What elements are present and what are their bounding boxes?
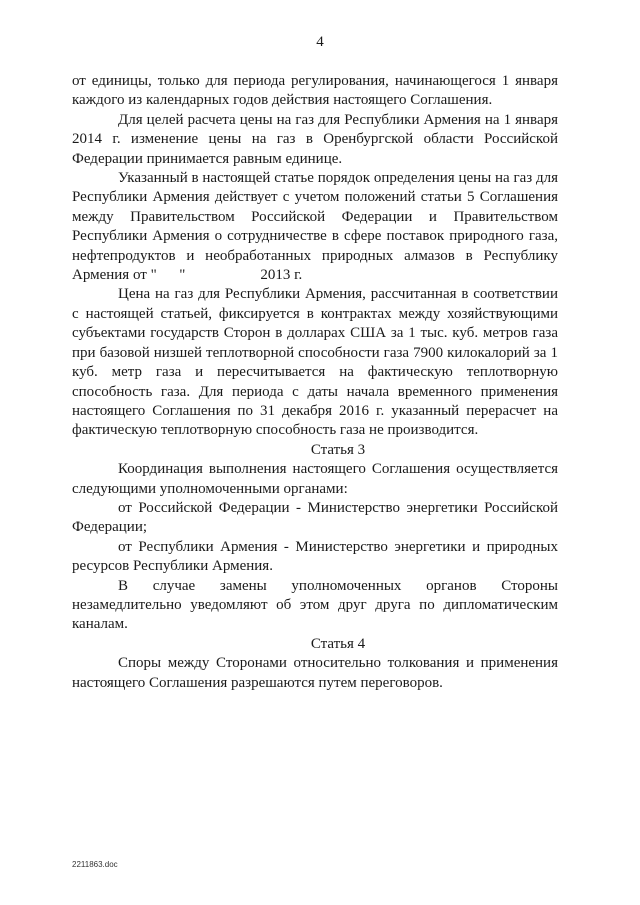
article-3-heading: Статья 3 xyxy=(310,441,366,458)
article-3-replacement: В случае замены уполномоченных органов Стороны незамедлительно уведомляют об этом друг друга по дипломатическим каналам. xyxy=(72,577,558,633)
paragraph-price-calculation: Для целей расчета цены на газ для Республики Армения на 1 января 2014 г. изменение цены на газ в Оренбургской области Российской Федерации принимается равным единице. xyxy=(72,111,558,167)
article-4-disputes: Споры между Сторонами относительно толкования и применения настоящего Соглашения разрешаются путем переговоров. xyxy=(72,655,558,691)
article-3-coordination: Координация выполнения настоящего Соглашения осуществляется следующими уполномоченными органами: xyxy=(72,461,558,497)
article-3-armenia-authority: от Республики Армения - Министерство энергетики и природных ресурсов Республики Армения. xyxy=(72,538,558,575)
article-3-russia-authority: от Российской Федерации - Министерство энергетики Российской Федерации; xyxy=(72,499,558,536)
document-filename: 2211863.doc xyxy=(72,860,118,869)
paragraph-procedure: Указанный в настоящей статье порядок определения цены на газ для Республики Армения действует с учетом положений статьи 5 Соглашения между Правительством Российской Федерации и Правительством Республики Армения о сотрудничестве в сфере поставок природного газа, нефтепродуктов и необработанных природных алмазов в Республику Армения от " " 2013 г. xyxy=(72,170,562,284)
article-4-heading: Статья 4 xyxy=(310,635,366,652)
paragraph-continuation: от единицы, только для периода регулирования, начинающегося 1 января каждого из календарных годов действия настоящего Соглашения. xyxy=(72,73,558,109)
document-body xyxy=(72,72,562,693)
paragraph-price-fixing: Цена на газ для Республики Армения, рассчитанная в соответствии с настоящей статьей, фиксируется в контрактах между хозяйствующими субъектами государств Сторон в долларах США за 1 тыс. куб. метров газа при базовой низшей теплотворной способности газа 7900 килокалорий за 1 куб. метр газа и пересчитывается на фактическую теплотворную способность газа. Для периода с даты начала временного применения настоящего Соглашения по 31 декабря 2016 г. указанный перерасчет на фактическую теплотворную способность газа не производится. xyxy=(72,286,558,439)
page-number: 4 xyxy=(316,34,324,50)
